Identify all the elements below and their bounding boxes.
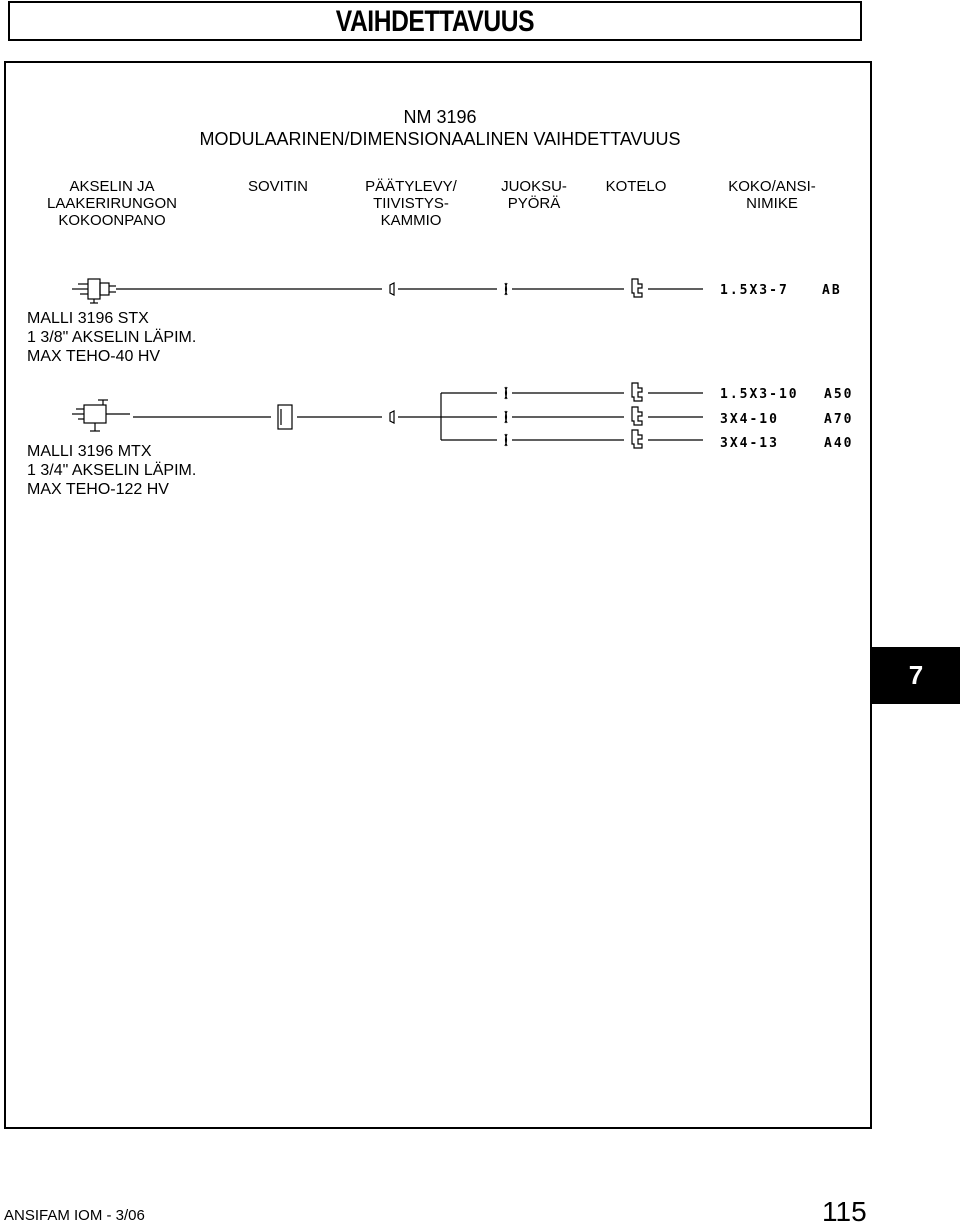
mtx-casing-3-icon: [632, 430, 642, 448]
model-stx-line-2: 1 3/8" AKSELIN LÄPIM.: [27, 329, 197, 346]
footer-document: ANSIFAM IOM - 3/06: [4, 1207, 145, 1224]
model-mtx-line-3: MAX TEHO-122 HV: [27, 481, 169, 498]
mtx-code-1: A50: [824, 387, 854, 402]
mtx-adapter-icon: [278, 405, 292, 429]
mtx-impeller-1-icon: [505, 387, 507, 399]
mtx-size-1: 1.5X3-10: [720, 387, 799, 402]
page-number: 115: [822, 1196, 867, 1227]
stx-bearing-frame-icon: [72, 279, 116, 303]
stx-casing-icon: [632, 279, 642, 297]
stx-impeller-icon: [505, 283, 507, 295]
column-header-cover-seal-chamber: PÄÄTYLEVY/ TIIVISTYS- KAMMIO: [365, 178, 457, 229]
mtx-code-3: A40: [824, 436, 854, 451]
model-mtx-line-1: MALLI 3196 MTX: [27, 443, 152, 460]
mtx-code-2: A70: [824, 412, 854, 427]
model-stx-line-3: MAX TEHO-40 HV: [27, 348, 161, 365]
diagram-subtitle: MODULAARINEN/DIMENSIONAALINEN VAIHDETTAVUUS: [199, 129, 681, 149]
mtx-impeller-3-icon: [505, 434, 507, 446]
stx-cover-icon: [390, 283, 394, 295]
mtx-size-3: 3X4-13: [720, 436, 779, 451]
column-header-size-designation: KOKO/ANSI- NIMIKE: [728, 178, 816, 212]
mtx-casing-2-icon: [632, 407, 642, 425]
mtx-impeller-2-icon: [505, 411, 507, 423]
page-title: VAIHDETTAVUUS: [335, 5, 535, 38]
mtx-cover-icon: [390, 411, 394, 423]
model-stx-line-1: MALLI 3196 STX: [27, 310, 149, 327]
mtx-bearing-frame-icon: [72, 400, 130, 431]
model-mtx-line-2: 1 3/4" AKSELIN LÄPIM.: [27, 462, 197, 479]
column-header-bearing-frame: AKSELIN JA LAAKERIRUNGON KOKOONPANO: [46, 178, 178, 229]
stx-code-1: AB: [822, 283, 842, 298]
section-tab: 7: [872, 647, 960, 704]
column-header-casing: KOTELO: [605, 178, 667, 195]
column-header-adapter: SOVITIN: [247, 178, 308, 195]
column-header-impeller: JUOKSU- PYÖRÄ: [501, 178, 567, 212]
mtx-casing-1-icon: [632, 383, 642, 401]
mtx-size-2: 3X4-10: [720, 412, 779, 427]
diagram-code: NM 3196: [403, 107, 477, 127]
stx-size-1: 1.5X3-7: [720, 283, 789, 298]
